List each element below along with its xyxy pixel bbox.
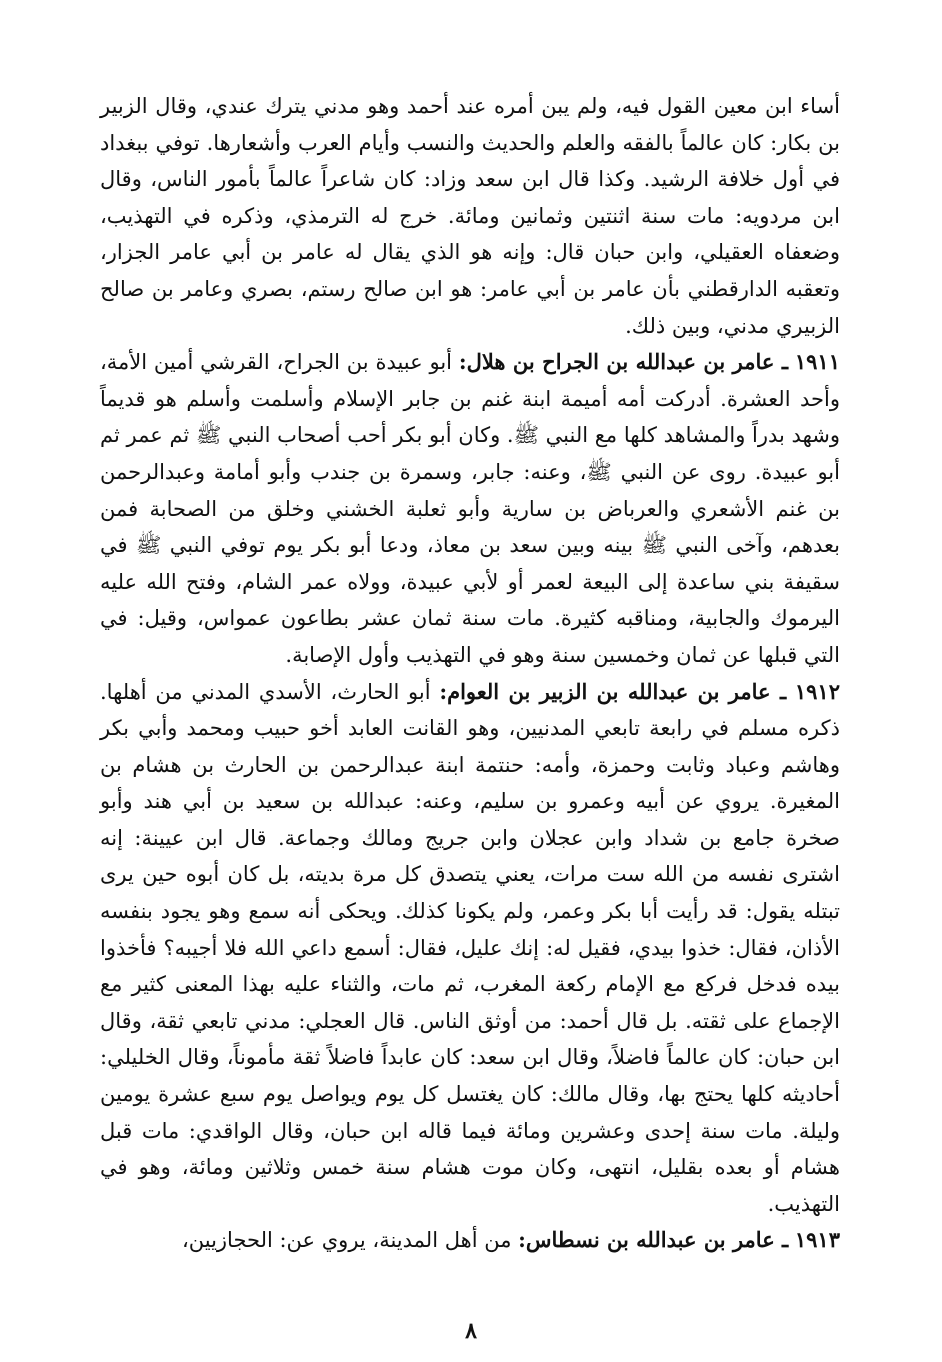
entry-text: أبو عبيدة بن الجراح، القرشي أمين الأمة، وأحد العشرة. أدركت أمه أميمة ابنة غنم بن جابر الإسلام وأسلمت وأسلم هو قديماً وشهد بدراً والمشاهد كلها مع النبي ﷺ. وكان أبو بكر أحب أصحاب النبي ﷺ ثم عمر ثم أبو عبيدة. روى عن النبي ﷺ، وعنه: جابر، وسمرة بن جندب وأبو أمامة وعبدالرحمن بن غنم الأشعري والعرباض بن سارية وأبو ثعلبة الخشني وخلق من الصحابة فمن بعدهم، وآخى النبي ﷺ بينه وبين سعد بن معاذ، ودعا أبو بكر يوم توفي النبي ﷺ في سقيفة بني ساعدة إلى البيعة لعمر أو لأبي عبيدة، وولاه عمر الشام، وفتح الله عليه اليرموك والجابية، ومناقبه كثيرة. مات سنة ثمان عشر بطاعون عمواس، وقيل: في التي قبلها عن ثمان وخمسين سنة وهو في التهذيب وأول الإصابة. [100,350,840,667]
entry-1912 [100,674,840,1223]
entry-heading: ـ عامر بن عبدالله بن نسطاس: [518,1227,789,1253]
entry-text: أبو الحارث، الأسدي المدني من أهلها. ذكره مسلم في رابعة تابعي المدنيين، وهو القانت العابد أخو حبيب ومحمد وأبي بكر وهاشم وعباد وثابت وحمزة، وأمه: حنتمة ابنة عبدالرحمن بن الحارث بن هشام بن المغيرة. يروي عن أبيه وعمرو بن سليم، وعنه: عبدالله بن سعيد بن أبي هند وأبو صخرة جامع بن شداد وابن عجلان وابن جريج ومالك وجماعة. قال ابن عيينة: إنه اشترى نفسه من الله ست مرات، يعني يتصدق كل مرة بديته، بل كان أبوه حين يرى تبتله يقول: قد رأيت أبا بكر وعمر، ولم يكونا كذلك. ويحكى أنه سمع وهو يجود بنفسه الأذان، فقال: خذوا بيدي، فقيل له: إنك عليل، فقال: أسمع داعي الله فلا أجيبه؟ فأخذوا بيده فدخل فركع مع الإمام ركعة المغرب، ثم مات، والثناء عليه بهذا المعنى كثير مع الإجماع على ثقته. بل قال أحمد: من أوثق الناس. قال العجلي: مدني تابعي ثقة، وقال ابن حبان: كان عالماً فاضلاً، وقال ابن سعد: كان عابداً فاضلاً ثقة مأموناً، وقال الخليلي: أحاديثه كلها يحتج بها، وقال مالك: كان يغتسل كل يوم ويواصل يوم سبع عشرة يومين وليلة. مات سنة إحدى وعشرين ومائة فيما قاله ابن حبان، وقال الواقدي: مات قبل هشام أو بعده بقليل، انتهى، وكان موت هشام سنة خمس وثلاثين ومائة، وهو في التهذيب. [100,679,840,1216]
paragraph-continuation [100,88,840,344]
page-body [100,88,840,1259]
entry-1913 [100,1222,840,1259]
entry-number: ١٩١١ [794,349,840,375]
paragraph-text: أساء ابن معين القول فيه، ولم يبن أمره عند أحمد وهو مدني يترك عندي، وقال الزبير بن بكار: كان عالماً بالفقه والعلم والحديث والنسب وأيام العرب وأشعارها. توفي ببغداد في أول خلافة الرشيد. وكذا قال ابن سعد وزاد: كان شاعراً عالماً بأمور الناس، وقال ابن مردويه: مات سنة اثنتين وثمانين ومائة. خرج له الترمذي، وذكره في التهذيب، وضعفاه العقيلي، وابن حبان قال: وإنه هو الذي يقال له عامر بن أبي عامر الجزار، وتعقبه الدارقطني بأن عامر بن أبي عامر: هو ابن صالح رستم، بصري وعامر بن صالح الزبيري مدني، وبين ذلك. [100,94,840,338]
entry-1911 [100,344,840,673]
entry-heading: ـ عامر بن عبدالله بن الجراح بن هلال: [458,349,789,375]
entry-number: ١٩١٣ [794,1227,840,1253]
entry-text: من أهل المدينة، يروي عن: الحجازيين، [181,1228,512,1253]
page-number: ٨ [465,1318,477,1344]
entry-heading: ـ عامر بن عبدالله بن الزبير بن العوام: [439,678,787,704]
entry-number: ١٩١٢ [794,678,840,704]
